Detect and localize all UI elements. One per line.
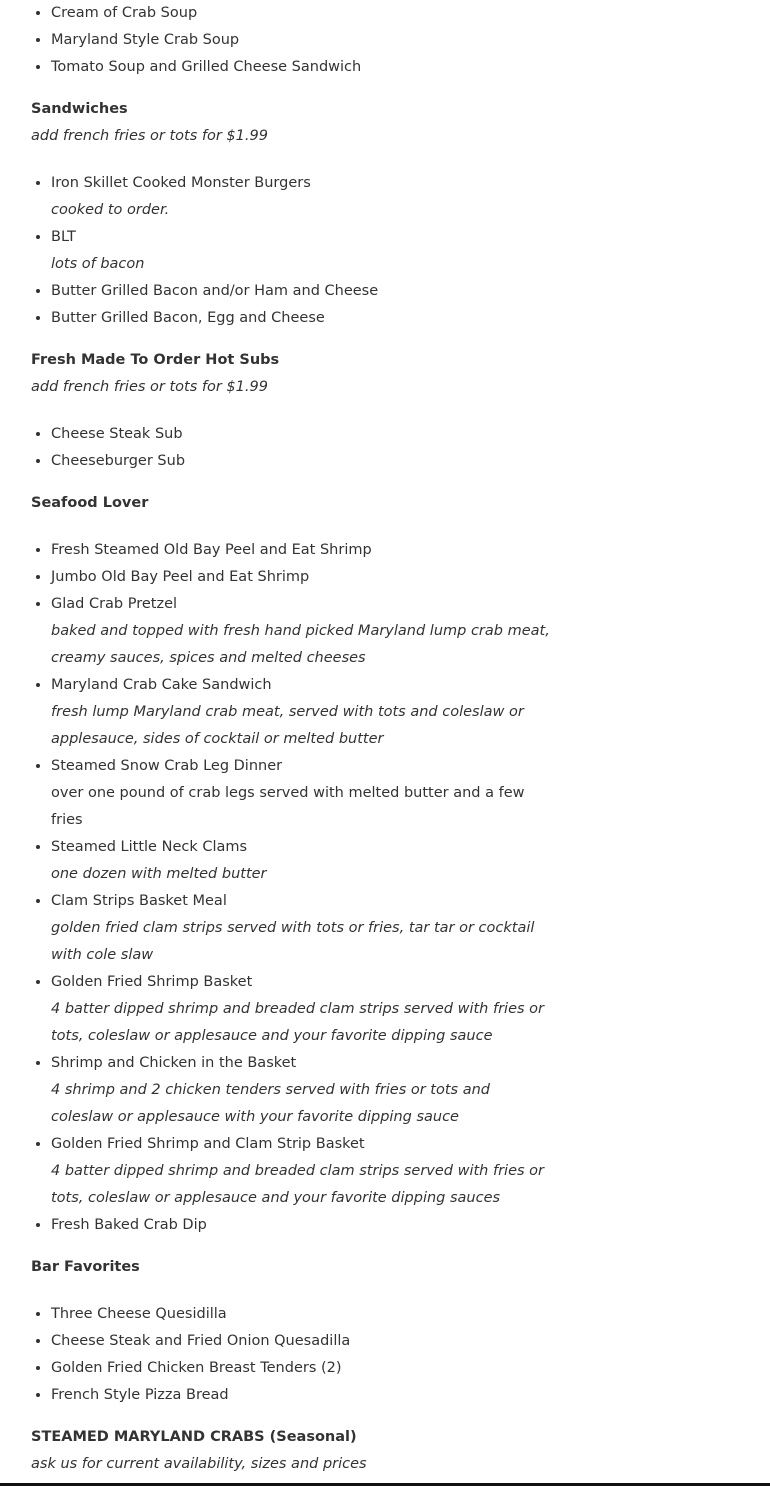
menu-item-description: baked and topped with fresh hand picked Maryland lump crab meat, creamy sauces, spices and melted cheeses bbox=[51, 623, 550, 666]
menu-item bbox=[51, 1328, 551, 1355]
menu-item bbox=[51, 1382, 551, 1409]
menu-item-name: Iron Skillet Cooked Monster Burgers bbox=[51, 175, 311, 191]
menu-item-name: Fresh Baked Crab Dip bbox=[51, 1217, 207, 1233]
section-title-bar: Bar Favorites bbox=[31, 1259, 140, 1275]
menu-item bbox=[51, 753, 551, 834]
menu-item bbox=[51, 564, 551, 591]
menu-item-name: Golden Fried Shrimp Basket bbox=[51, 974, 253, 990]
menu-item bbox=[51, 27, 551, 54]
menu-item bbox=[51, 278, 551, 305]
menu-item-name: Cheese Steak Sub bbox=[51, 426, 183, 442]
menu-item-name: Maryland Crab Cake Sandwich bbox=[51, 677, 272, 693]
menu-item-name: Shrimp and Chicken in the Basket bbox=[51, 1055, 297, 1071]
section-title-seafood: Seafood Lover bbox=[31, 495, 149, 511]
menu-item-name: Golden Fried Shrimp and Clam Strip Basket bbox=[51, 1136, 365, 1152]
menu-item bbox=[51, 834, 551, 888]
section-title-subs: Fresh Made To Order Hot Subs bbox=[31, 352, 280, 368]
menu-item-description: 4 shrimp and 2 chicken tenders served with fries or tots and coleslaw or applesauce with your favorite dipping sauce bbox=[51, 1082, 490, 1125]
seafood-list bbox=[31, 537, 551, 1239]
section-note-sandwiches: add french fries or tots for $1.99 bbox=[31, 128, 268, 144]
menu-item-description: lots of bacon bbox=[51, 256, 145, 272]
soups-list bbox=[31, 0, 551, 81]
menu-item-name: Cheese Steak and Fried Onion Quesadilla bbox=[51, 1333, 351, 1349]
menu-item-name: French Style Pizza Bread bbox=[51, 1387, 229, 1403]
menu-item bbox=[51, 224, 551, 278]
menu-item-name: Fresh Steamed Old Bay Peel and Eat Shrimp bbox=[51, 542, 372, 558]
menu-item-name: Steamed Little Neck Clams bbox=[51, 839, 248, 855]
menu-item-description: fresh lump Maryland crab meat, served with tots and coleslaw or applesauce, sides of cocktail or melted butter bbox=[51, 704, 524, 747]
section-title-crabs: STEAMED MARYLAND CRABS (Seasonal) bbox=[31, 1429, 357, 1445]
subs-list bbox=[31, 421, 551, 475]
menu-item-name: Maryland Style Crab Soup bbox=[51, 32, 240, 48]
menu-item-name: Steamed Snow Crab Leg Dinner bbox=[51, 758, 283, 774]
menu-item bbox=[51, 1131, 551, 1212]
menu-item-description: one dozen with melted butter bbox=[51, 866, 267, 882]
menu-item-name: Golden Fried Chicken Breast Tenders (2) bbox=[51, 1360, 342, 1376]
menu-item-description: over one pound of crab legs served with melted butter and a few fries bbox=[51, 785, 525, 828]
menu-item bbox=[51, 1212, 551, 1239]
menu-item-name: Cheeseburger Sub bbox=[51, 453, 186, 469]
menu-item-name: Clam Strips Basket Meal bbox=[51, 893, 227, 909]
menu-item-description: 4 batter dipped shrimp and breaded clam strips served with fries or tots, coleslaw or applesauce and your favorite dipping sauces bbox=[51, 1163, 544, 1206]
menu-item bbox=[51, 54, 551, 81]
menu-item bbox=[51, 1301, 551, 1328]
menu-item-name: Butter Grilled Bacon and/or Ham and Cheese bbox=[51, 283, 379, 299]
menu-item-description: 4 batter dipped shrimp and breaded clam strips served with fries or tots, coleslaw or applesauce and your favorite dipping sauce bbox=[51, 1001, 544, 1044]
sandwiches-list bbox=[31, 170, 551, 332]
menu-item-description: cooked to order. bbox=[51, 202, 170, 218]
menu-item-name: BLT bbox=[51, 229, 76, 245]
menu-item bbox=[51, 305, 551, 332]
menu-item-name: Cream of Crab Soup bbox=[51, 5, 198, 21]
menu-item-name: Butter Grilled Bacon, Egg and Cheese bbox=[51, 310, 325, 326]
menu-item-name: Three Cheese Quesidilla bbox=[51, 1306, 227, 1322]
menu-item bbox=[51, 672, 551, 753]
menu-content bbox=[31, 0, 551, 1478]
menu-item-name: Glad Crab Pretzel bbox=[51, 596, 178, 612]
section-title-sandwiches: Sandwiches bbox=[31, 101, 128, 117]
menu-item bbox=[51, 170, 551, 224]
menu-item-name: Tomato Soup and Grilled Cheese Sandwich bbox=[51, 59, 362, 75]
menu-item-name: Jumbo Old Bay Peel and Eat Shrimp bbox=[51, 569, 310, 585]
section-note-subs: add french fries or tots for $1.99 bbox=[31, 379, 268, 395]
menu-item bbox=[51, 1355, 551, 1382]
menu-item bbox=[51, 1050, 551, 1131]
menu-item bbox=[51, 537, 551, 564]
menu-item bbox=[51, 0, 551, 27]
menu-item bbox=[51, 591, 551, 672]
menu-item bbox=[51, 448, 551, 475]
section-note-crabs: ask us for current availability, sizes and prices bbox=[31, 1456, 367, 1472]
menu-item bbox=[51, 969, 551, 1050]
bar-list bbox=[31, 1301, 551, 1409]
menu-item bbox=[51, 421, 551, 448]
menu-item-description: golden fried clam strips served with tots or fries, tar tar or cocktail with cole slaw bbox=[51, 920, 535, 963]
menu-item bbox=[51, 888, 551, 969]
